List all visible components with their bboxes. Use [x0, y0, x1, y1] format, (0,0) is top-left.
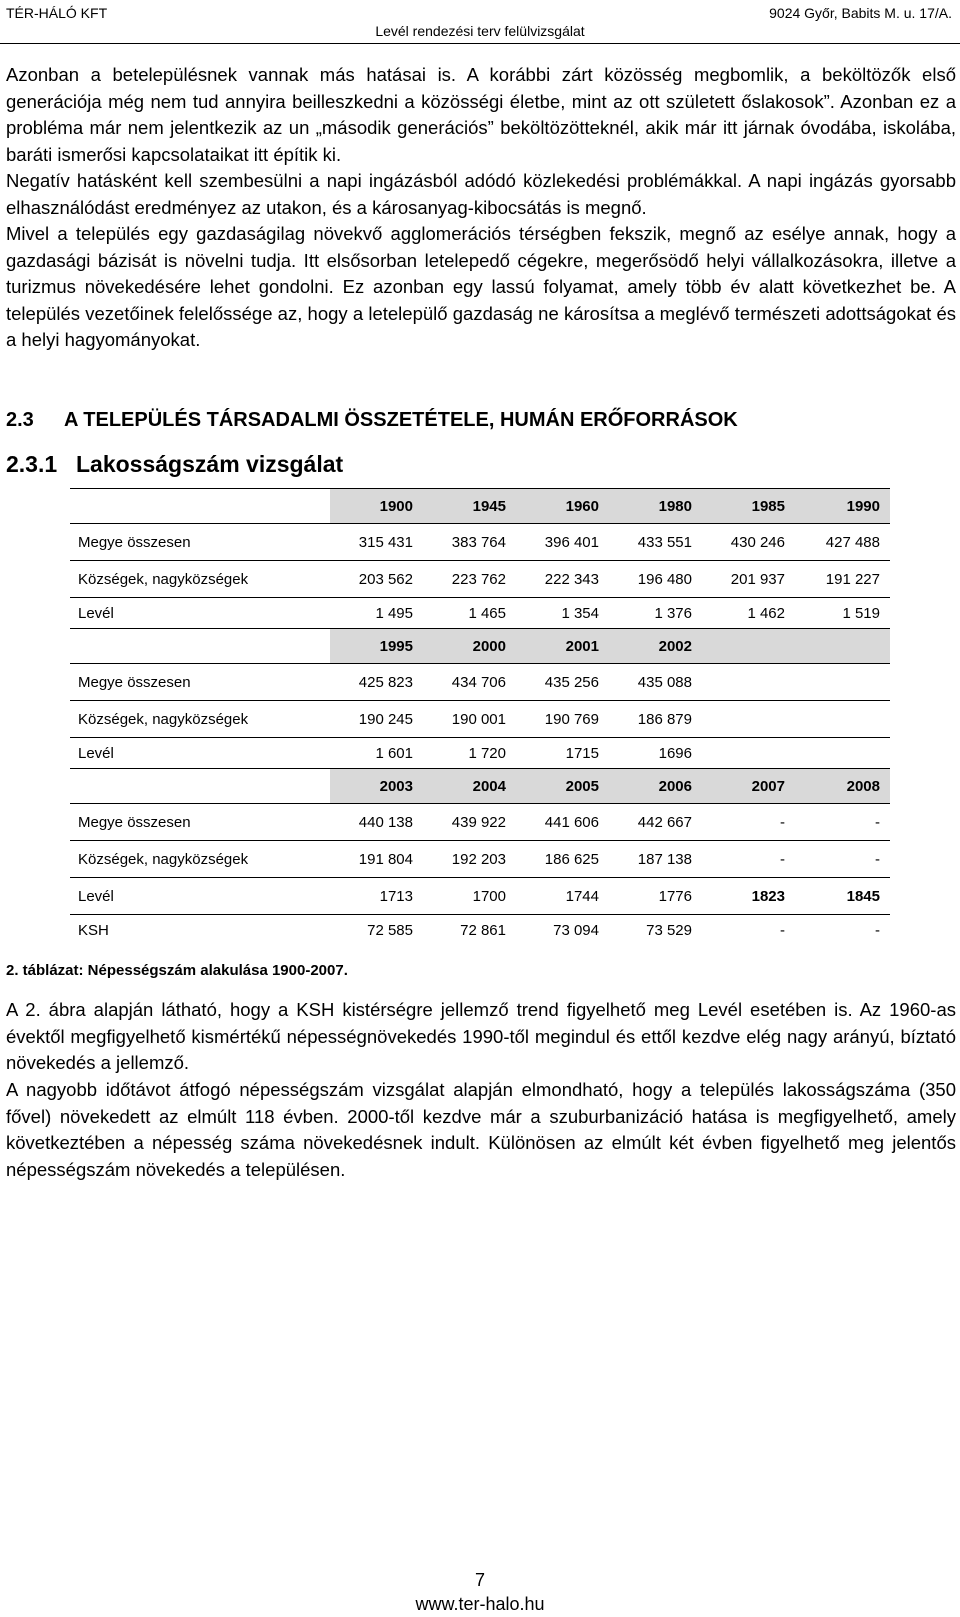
table-cell: 396 401: [516, 524, 609, 561]
table-caption: 2. táblázat: Népességszám alakulása 1900-2007.: [6, 962, 348, 979]
table-cell: 383 764: [423, 524, 516, 561]
year-cell: 1990: [795, 489, 890, 524]
subsection-title: Lakosságszám vizsgálat: [76, 451, 344, 477]
row-label: KSH: [78, 921, 109, 939]
section-number: 2.3: [6, 409, 34, 431]
company-address: 9024 Győr, Babits M. u. 17/A.: [769, 5, 952, 21]
table-cell: 73 529: [646, 921, 692, 939]
subsection-number: 2.3.1: [6, 451, 58, 477]
table-cell: 1 462: [747, 604, 785, 622]
table-row: [70, 841, 890, 878]
year-cell: 2000: [423, 629, 516, 664]
table-cell: 1 601: [375, 744, 413, 762]
table-cell: 186 625: [516, 841, 609, 878]
table-cell: 1 495: [375, 604, 413, 622]
table-cell: 190 769: [516, 701, 609, 738]
table-cell: 1 376: [654, 604, 692, 622]
year-cell: 2008: [795, 769, 890, 804]
table-cell: 441 606: [516, 804, 609, 841]
table-year-row: [70, 629, 890, 664]
table-cell: 430 246: [702, 524, 795, 561]
table-row: [70, 804, 890, 841]
paragraph: A nagyobb időtávot átfogó népességszám vizsgálat alapján elmondható, hogy a település lakosságszáma (350 fővel) növekedett az elmúlt 118 évben. 2000-től kezdve már a szuburbanizáció hatása is megfigyelhető, amely következtében a népesség száma növekedésnek indult. Különösen az elmúlt két évben figyelhető meg jelentős népességszám növekedés a településen.: [6, 1079, 956, 1180]
table-cell: 439 922: [423, 804, 516, 841]
table-cell: -: [702, 804, 795, 841]
page-header: [0, 0, 960, 44]
row-label: Községek, nagyközségek: [70, 701, 330, 738]
table-cell: 425 823: [330, 664, 423, 701]
table-cell: 1823: [702, 878, 795, 915]
section-heading: [6, 409, 738, 432]
year-cell: 2002: [609, 629, 702, 664]
year-cell: 2005: [516, 769, 609, 804]
table-cell: 222 343: [516, 561, 609, 598]
document-title: Levél rendezési terv felülvizsgálat: [375, 23, 585, 39]
header-divider: [0, 43, 960, 44]
footer-url: www.ter-halo.hu: [415, 1594, 545, 1614]
table-row: [70, 738, 890, 769]
table-cell: [795, 664, 890, 701]
table-cell: 427 488: [795, 524, 890, 561]
table-row: [70, 598, 890, 629]
table-year-row: [70, 769, 890, 804]
table-cell: 1 354: [561, 604, 599, 622]
table-cell: 315 431: [330, 524, 423, 561]
table-cell: 190 245: [330, 701, 423, 738]
year-cell: 2006: [609, 769, 702, 804]
table-cell: [702, 664, 795, 701]
year-cell: [795, 629, 890, 664]
table-cell: -: [795, 804, 890, 841]
table-cell: 1713: [330, 878, 423, 915]
table-cell: 1744: [516, 878, 609, 915]
page-number: 7: [474, 1570, 485, 1590]
table-row: [70, 561, 890, 598]
table-year-row: [70, 489, 890, 524]
table-cell: 435 256: [516, 664, 609, 701]
table-cell: -: [795, 841, 890, 878]
table-cell: 190 001: [423, 701, 516, 738]
table-cell: 72 861: [460, 921, 506, 939]
table-cell: 192 203: [423, 841, 516, 878]
table-cell: -: [875, 921, 880, 939]
table-cell: 435 088: [609, 664, 702, 701]
table-cell: 1 720: [468, 744, 506, 762]
table-cell: [702, 738, 795, 769]
paragraph: Mivel a település egy gazdaságilag növekvő agglomerációs térségben fekszik, megnő az esélye annak, hogy a gazdasági bázisát is növelni tudja. Itt elsősorban letelepedő cégekre, megerősödő helyi vállalkozásokra, illetve a turizmus növekedésére lehet gondolni. Ez azonban egy lassú folyamat, amely több év alatt következhet be. A település vezetőinek felelőssége az, hogy a letelepülő gazdaság ne károsítsa a meglévő természeti adottságokat és a helyi hagyományokat.: [6, 223, 956, 350]
year-cell: 2001: [516, 629, 609, 664]
row-label: Megye összesen: [70, 804, 330, 841]
table-row: [70, 701, 890, 738]
year-cell: 2003: [330, 769, 423, 804]
table-cell: 186 879: [609, 701, 702, 738]
table-row: [70, 664, 890, 701]
table-cell: 1700: [423, 878, 516, 915]
year-cell: [702, 629, 795, 664]
table-cell: 1715: [565, 744, 599, 762]
table-cell: 73 094: [553, 921, 599, 939]
row-label: Levél: [70, 878, 330, 915]
table-cell: 433 551: [609, 524, 702, 561]
row-label: Községek, nagyközségek: [70, 841, 330, 878]
table-cell: 442 667: [609, 804, 702, 841]
population-table: [70, 488, 890, 945]
table-cell: [702, 701, 795, 738]
year-cell: 1985: [702, 489, 795, 524]
row-label: Megye összesen: [70, 664, 330, 701]
table-cell: 440 138: [330, 804, 423, 841]
year-cell: 1900: [330, 489, 423, 524]
row-label: Levél: [78, 744, 114, 762]
year-cell: 1960: [516, 489, 609, 524]
table-cell: -: [702, 841, 795, 878]
table-cell: 223 762: [423, 561, 516, 598]
paragraph: Negatív hatásként kell szembesülni a napi ingázásból adódó közlekedési problémákkal. A napi ingázás gyorsabb elhasználódást eredményez az utakon, és a károsanyag-kibocsátás is megnő.: [6, 170, 956, 218]
table-cell: 191 804: [330, 841, 423, 878]
row-label: Levél: [78, 604, 114, 622]
row-label: Községek, nagyközségek: [70, 561, 330, 598]
table-cell: 196 480: [609, 561, 702, 598]
paragraph: A 2. ábra alapján látható, hogy a KSH kistérségre jellemző trend figyelhető meg Levél esetében is. Az 1960-as évektől megfigyelhető kismértékű népességnövekedés 1990-től megindul és ettől kezdve elég nagy arányú, bíztató növekedés a jellemző.: [6, 999, 956, 1073]
table-row: [70, 915, 890, 946]
table-cell: 72 585: [367, 921, 413, 939]
table-cell: 1 519: [842, 604, 880, 622]
table-cell: 1845: [795, 878, 890, 915]
table-cell: 1 465: [468, 604, 506, 622]
paragraph: Azonban a betelepülésnek vannak más hatásai is. A korábbi zárt közösség megbomlik, a beköltözők első generációja még nem tud annyira beilleszkedni a közösségi életbe, mint az ott született őslakosok”. Azonban ez a probléma már nem jelentkezik az un „második generációs” beköltözötteknél, akik már itt járnak óvodába, iskolába, baráti ismerősi kapcsolataikat itt építik ki.: [6, 64, 956, 165]
year-cell: 1945: [423, 489, 516, 524]
table-cell: 1696: [658, 744, 692, 762]
year-cell: 2007: [702, 769, 795, 804]
table-cell: 187 138: [609, 841, 702, 878]
table-cell: [795, 738, 890, 769]
table-cell: 434 706: [423, 664, 516, 701]
table-cell: 191 227: [795, 561, 890, 598]
year-cell: 2004: [423, 769, 516, 804]
year-cell: 1995: [330, 629, 423, 664]
year-cell: 1980: [609, 489, 702, 524]
table-cell: [795, 701, 890, 738]
table-cell: 1776: [609, 878, 702, 915]
row-label: Megye összesen: [70, 524, 330, 561]
table-cell: 203 562: [330, 561, 423, 598]
subsection-heading: [6, 451, 343, 478]
company-name: TÉR-HÁLÓ KFT: [6, 5, 108, 21]
table-row: [70, 878, 890, 915]
table-cell: -: [780, 921, 785, 939]
table-row: [70, 524, 890, 561]
section-title: A TELEPÜLÉS TÁRSADALMI ÖSSZETÉTELE, HUMÁN ERŐFORRÁSOK: [64, 409, 738, 431]
table-cell: 201 937: [702, 561, 795, 598]
